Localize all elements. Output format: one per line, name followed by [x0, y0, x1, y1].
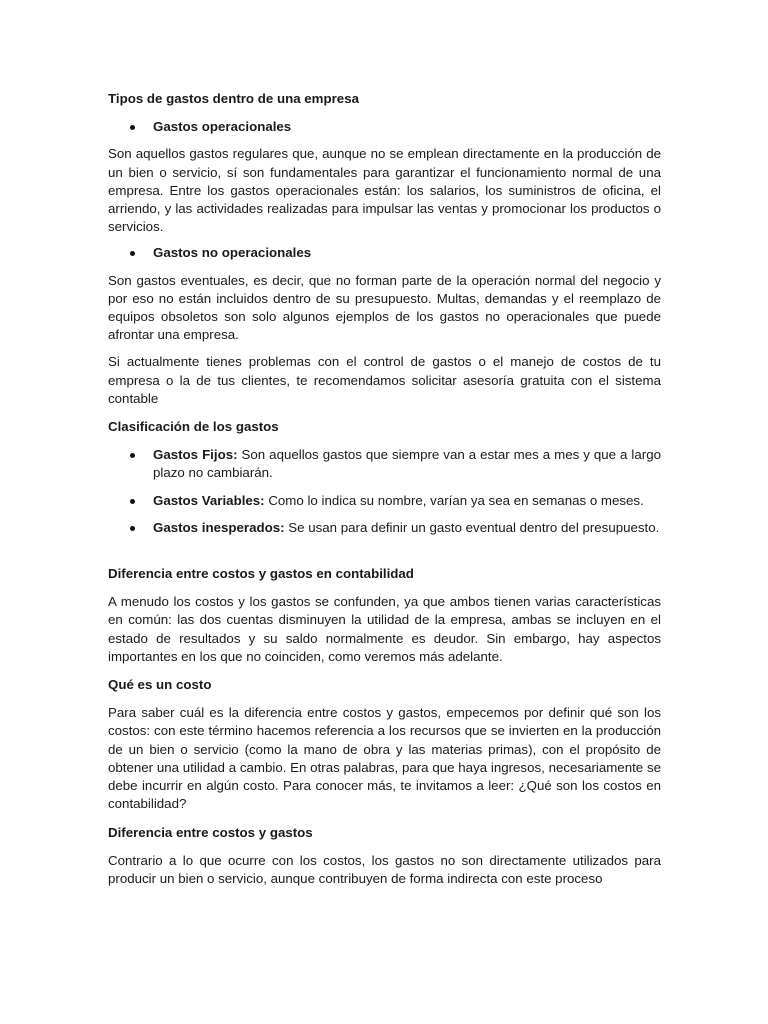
- paragraph-operacionales: Son aquellos gastos regulares que, aunque no se emplean directamente en la producción de un bien o servicio, sí son fundamentales para garantizar el funcionamiento normal de una empresa. Entre los gastos operacionales están: los salarios, los suministros de oficina, el arriendo, y las actividades realizadas para impulsar las ventas y promocionar los productos o servicios.: [108, 146, 661, 235]
- paragraph-diferencia-contabilidad: A menudo los costos y los gastos se confunden, ya que ambos tienen varias características en común: las dos cuentas disminuyen la utilidad de la empresa, ambas se incluyen en el estado de resultados y su saldo normalmente es deudor. Sin embargo, hay aspectos importantes en los que no coinciden, como veremos más adelante.: [108, 594, 661, 664]
- bullet-label: Gastos no operacionales: [153, 245, 312, 261]
- document-page: [108, 90, 661, 888]
- bullet-dot-icon: [130, 125, 135, 130]
- bullet-label: Gastos inesperados:: [153, 519, 285, 535]
- section-heading-diferencia-contabilidad: Diferencia entre costos y gastos en contabilidad: [108, 566, 414, 582]
- paragraph-que-es-un-costo: Para saber cuál es la diferencia entre costos y gastos, empecemos por definir qué son los costos: con este término hacemos referencia a los recursos que se invierten en la producción de un bien o servicio (como la mano de obra y las materias primas), con el propósito de obtener una utilidad a cambio. En otras palabras, para que haya ingresos, necesariamente se debe incurrir en algún costo. Para conocer más, te invitamos a leer: ¿Qué son los costos en contabilidad?: [108, 705, 661, 812]
- bullet-dot-icon: [130, 453, 135, 458]
- bullet-label: Gastos Fijos:: [153, 447, 238, 463]
- section-heading-diferencia-costos-gastos: Diferencia entre costos y gastos: [108, 824, 313, 840]
- section-heading-clasificacion: Clasificación de los gastos: [108, 419, 279, 435]
- bullet-dot-icon: [130, 251, 135, 256]
- section-heading-tipos-de-gastos: Tipos de gastos dentro de una empresa: [108, 91, 359, 106]
- paragraph-no-operacionales: Son gastos eventuales, es decir, que no forman parte de la operación normal del negocio y por eso no están incluidos dentro de su presupuesto. Multas, demandas y el reemplazo de equipos obsoletos son solo algunos ejemplos de los gastos no operacionales que puede afrontar una empresa.: [108, 272, 661, 343]
- bullet-text: Son aquellos gastos que siempre van a estar mes a mes y que a largo plazo no cambiarán.: [153, 447, 661, 481]
- bullet-dot-icon: [130, 499, 135, 504]
- bullet-text: Se usan para definir un gasto eventual dentro del presupuesto.: [288, 519, 660, 535]
- bullet-gastos-no-operacionales: [108, 244, 661, 262]
- bullet-label: Gastos Variables:: [153, 492, 265, 508]
- paragraph-diferencia-costos-gastos: Contrario a lo que ocurre con los costos, los gastos no son directamente utilizados para producir un bien o servicio, aunque contribuyen de forma indirecta con este proceso: [108, 852, 661, 886]
- bullet-gastos-operacionales: [108, 118, 661, 136]
- bullet-text: Como lo indica su nombre, varían ya sea en semanas o meses.: [268, 492, 644, 508]
- paragraph-asesoria: Si actualmente tienes problemas con el control de gastos o el manejo de costos de tu empresa o la de tus clientes, te recomendamos solicitar asesoría gratuita con el sistema contable: [108, 354, 661, 406]
- bullet-gastos-inesperados: [108, 519, 661, 537]
- bullet-gastos-fijos: [108, 446, 661, 482]
- bullet-label: Gastos operacionales: [153, 119, 292, 135]
- section-heading-que-es-un-costo: Qué es un costo: [108, 677, 212, 693]
- bullet-gastos-variables: [108, 492, 661, 510]
- bullet-dot-icon: [130, 526, 135, 531]
